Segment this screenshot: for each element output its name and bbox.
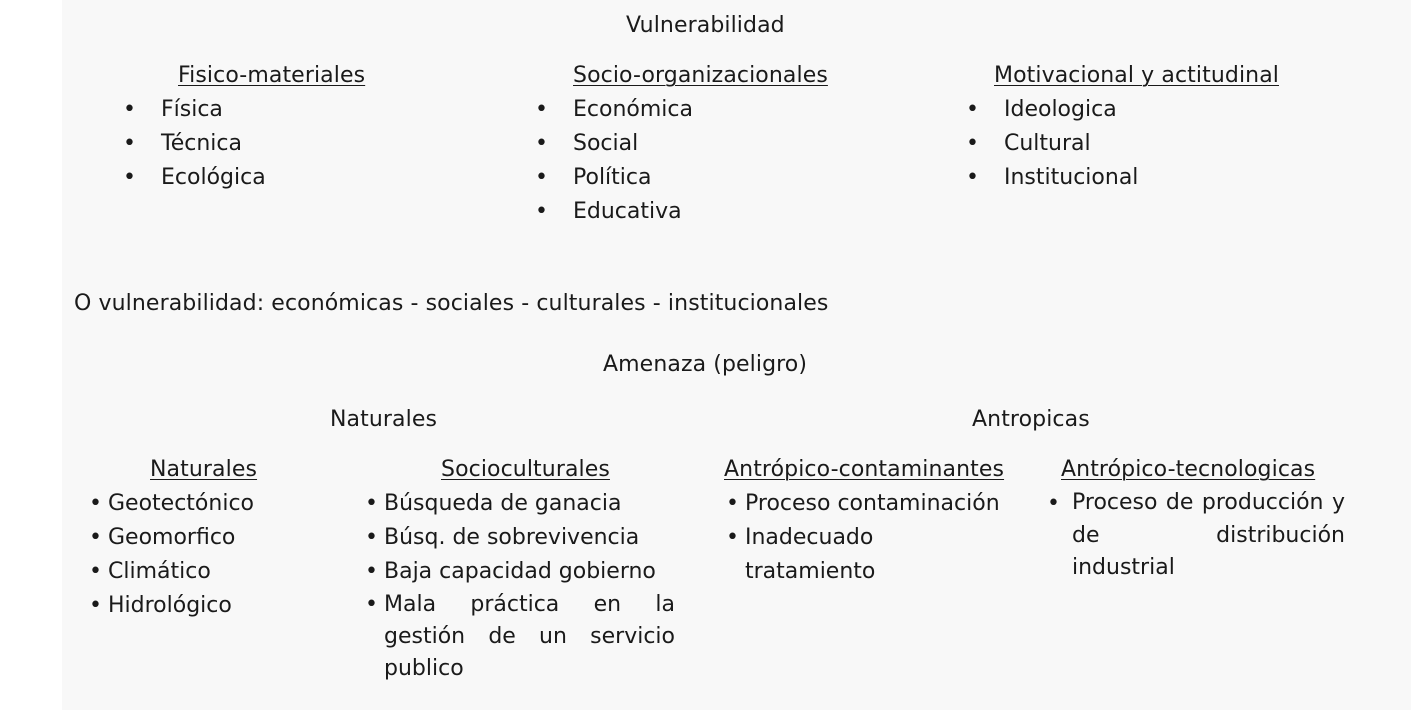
list-item: • Inadecuado tratamiento — [745, 521, 895, 589]
antropico-tecnologicas-heading: Antrópico-tecnologicas — [1061, 457, 1316, 482]
list-item: • Técnica — [161, 127, 266, 161]
naturales-list — [108, 487, 254, 623]
naturales-category-label: Naturales — [330, 407, 438, 432]
list-item: • Mala práctica en la gestión de un servicio publico — [384, 589, 675, 685]
list-item: • Geotectónico — [108, 487, 254, 521]
list-item: • Educativa — [573, 195, 693, 229]
list-item: • Hidrológico — [108, 589, 254, 623]
list-item: • Social — [573, 127, 693, 161]
vulnerabilidad-note: O vulnerabilidad: económicas - sociales - culturales - institucionales — [74, 291, 829, 316]
antropico-contaminantes-heading: Antrópico-contaminantes — [724, 457, 1005, 482]
list-item: • Baja capacidad gobierno — [384, 555, 675, 589]
list-item: • Cultural — [1004, 127, 1138, 161]
socio-organizacionales-list — [573, 93, 693, 229]
antropico-contaminantes-list — [745, 487, 1015, 589]
list-item: • Política — [573, 161, 693, 195]
vulnerabilidad-title: Vulnerabilidad — [626, 13, 785, 38]
list-item: • Búsqueda de ganacia — [384, 487, 675, 521]
amenaza-title: Amenaza (peligro) — [603, 352, 808, 377]
list-item: • Ideologica — [1004, 93, 1138, 127]
bullet-glyph: • — [1047, 491, 1061, 516]
list-item: • Institucional — [1004, 161, 1138, 195]
naturales-heading: Naturales — [150, 457, 258, 482]
fisico-materiales-heading: Fisico-materiales — [178, 63, 366, 88]
fisico-materiales-list — [161, 93, 266, 195]
socioculturales-list — [384, 487, 675, 685]
list-item: • Ecológica — [161, 161, 266, 195]
socioculturales-heading: Socioculturales — [441, 457, 610, 482]
motivacional-list — [1004, 93, 1138, 195]
list-item: • Geomorfico — [108, 521, 254, 555]
motivacional-heading: Motivacional y actitudinal — [994, 63, 1279, 88]
list-item: • Búsq. de sobrevivencia — [384, 521, 675, 555]
list-item: Proceso de producción y de distribución industrial — [1072, 490, 1345, 580]
list-item: • Económica — [573, 93, 693, 127]
antropico-tecnologicas-list — [1072, 487, 1345, 585]
socio-organizacionales-heading: Socio-organizacionales — [573, 63, 828, 88]
list-item: • Climático — [108, 555, 254, 589]
list-item: • Proceso contaminación — [745, 487, 1015, 521]
list-item: • Física — [161, 93, 266, 127]
antropicas-category-label: Antropicas — [972, 407, 1090, 432]
